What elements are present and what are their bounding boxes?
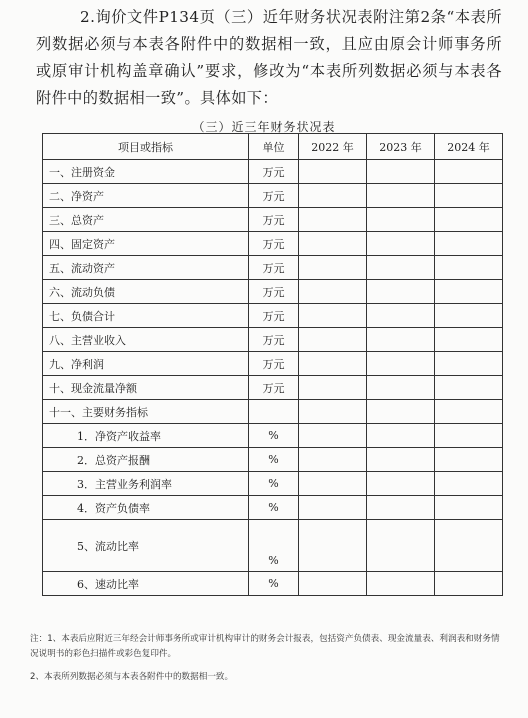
row-item: 一、注册资金: [43, 160, 249, 184]
header-unit: 单位: [249, 134, 299, 160]
table-row: [43, 208, 503, 232]
cell-2022: [299, 424, 367, 448]
header-item: 项目或指标: [43, 134, 249, 160]
cell-2022: [299, 496, 367, 520]
row-item: 3．主营业务利润率: [43, 472, 249, 496]
cell-2022: [299, 328, 367, 352]
table-header-row: [43, 134, 503, 160]
row-unit: 万元: [249, 280, 299, 304]
cell-2023: [367, 472, 435, 496]
row-unit: %: [249, 572, 299, 596]
table-row: [43, 448, 503, 472]
cell-2024: [435, 472, 503, 496]
row-item: 七、负债合计: [43, 304, 249, 328]
row-unit: %: [249, 520, 299, 572]
table-row: [43, 496, 503, 520]
header-year-2022: 2022 年: [299, 134, 367, 160]
row-item: 四、固定资产: [43, 232, 249, 256]
cell-2023: [367, 208, 435, 232]
table-title: （三）近三年财务状况表: [192, 120, 336, 134]
table-row: [43, 280, 503, 304]
table-row: [43, 572, 503, 596]
amendment-text: 2.询价文件P134页（三）近年财务状况表附注第2条“本表所列数据必须与本表各附件中的数据相一致，且应由原会计师事务所或原审计机构盖章确认”要求，修改为“本表所列数据必须与本表各附件中的数据相一致”。具体如下：: [36, 8, 502, 107]
table-row: [43, 256, 503, 280]
cell-2024: [435, 328, 503, 352]
cell-2023: [367, 352, 435, 376]
cell-2022: [299, 304, 367, 328]
cell-2022: [299, 232, 367, 256]
row-item: 二、净资产: [43, 184, 249, 208]
table-row: [43, 520, 503, 572]
cell-2023: [367, 184, 435, 208]
row-item: 九、净利润: [43, 352, 249, 376]
cell-2024: [435, 424, 503, 448]
table-row: [43, 376, 503, 400]
cell-2022: [299, 280, 367, 304]
cell-2024: [435, 256, 503, 280]
table-row: [43, 352, 503, 376]
cell-2024: [435, 304, 503, 328]
cell-2023: [367, 256, 435, 280]
cell-2022: [299, 572, 367, 596]
cell-2023: [367, 160, 435, 184]
cell-2022: [299, 256, 367, 280]
cell-2024: [435, 352, 503, 376]
cell-2024: [435, 448, 503, 472]
row-unit: [249, 400, 299, 424]
cell-2022: [299, 376, 367, 400]
cell-2022: [299, 520, 367, 572]
table-row: [43, 160, 503, 184]
table-row: [43, 232, 503, 256]
table-row: [43, 328, 503, 352]
row-item: 十一、主要财务指标: [43, 400, 249, 424]
cell-2023: [367, 232, 435, 256]
table-row: [43, 472, 503, 496]
cell-2024: [435, 400, 503, 424]
cell-2024: [435, 232, 503, 256]
table-note-2: 2、本表所列数据必须与本表各附件中的数据相一致。: [30, 672, 234, 682]
cell-2024: [435, 520, 503, 572]
cell-2022: [299, 448, 367, 472]
row-unit: %: [249, 424, 299, 448]
table-row: [43, 184, 503, 208]
row-unit: %: [249, 448, 299, 472]
row-unit: 万元: [249, 376, 299, 400]
cell-2022: [299, 184, 367, 208]
row-unit: %: [249, 472, 299, 496]
row-item: 4．资产负债率: [43, 496, 249, 520]
cell-2022: [299, 208, 367, 232]
amendment-paragraph: [36, 4, 502, 112]
cell-2024: [435, 208, 503, 232]
cell-2023: [367, 400, 435, 424]
row-item: 五、流动资产: [43, 256, 249, 280]
cell-2022: [299, 400, 367, 424]
header-year-2023: 2023 年: [367, 134, 435, 160]
row-item: 6、速动比率: [43, 572, 249, 596]
cell-2023: [367, 496, 435, 520]
row-item: 5、流动比率: [43, 520, 249, 572]
table-row: [43, 424, 503, 448]
cell-2023: [367, 376, 435, 400]
cell-2023: [367, 448, 435, 472]
row-item: 十、现金流量净额: [43, 376, 249, 400]
cell-2024: [435, 572, 503, 596]
row-unit: 万元: [249, 256, 299, 280]
row-item: 1．净资产收益率: [43, 424, 249, 448]
row-unit: %: [249, 496, 299, 520]
cell-2022: [299, 472, 367, 496]
row-item: 2．总资产报酬: [43, 448, 249, 472]
cell-2023: [367, 424, 435, 448]
financial-status-table: [42, 133, 503, 596]
header-year-2024: 2024 年: [435, 134, 503, 160]
row-item: 八、主营业收入: [43, 328, 249, 352]
cell-2022: [299, 160, 367, 184]
row-item: 三、总资产: [43, 208, 249, 232]
cell-2024: [435, 496, 503, 520]
cell-2023: [367, 572, 435, 596]
row-unit: 万元: [249, 184, 299, 208]
row-unit: 万元: [249, 160, 299, 184]
table-note-1: 注：1、本表后应附近三年经会计师事务所或审计机构审计的财务会计报表，包括资产负债表、现金流量表、利润表和财务情况说明书的彩色扫描件或彩色复印件。: [30, 634, 500, 659]
table-row: [43, 400, 503, 424]
cell-2024: [435, 184, 503, 208]
row-item: 六、流动负债: [43, 280, 249, 304]
row-unit: 万元: [249, 328, 299, 352]
cell-2022: [299, 352, 367, 376]
table-row: [43, 304, 503, 328]
cell-2023: [367, 328, 435, 352]
row-unit: 万元: [249, 352, 299, 376]
cell-2023: [367, 280, 435, 304]
row-unit: 万元: [249, 304, 299, 328]
cell-2023: [367, 520, 435, 572]
row-unit: 万元: [249, 208, 299, 232]
cell-2024: [435, 280, 503, 304]
cell-2024: [435, 160, 503, 184]
row-unit: 万元: [249, 232, 299, 256]
cell-2023: [367, 304, 435, 328]
cell-2024: [435, 376, 503, 400]
